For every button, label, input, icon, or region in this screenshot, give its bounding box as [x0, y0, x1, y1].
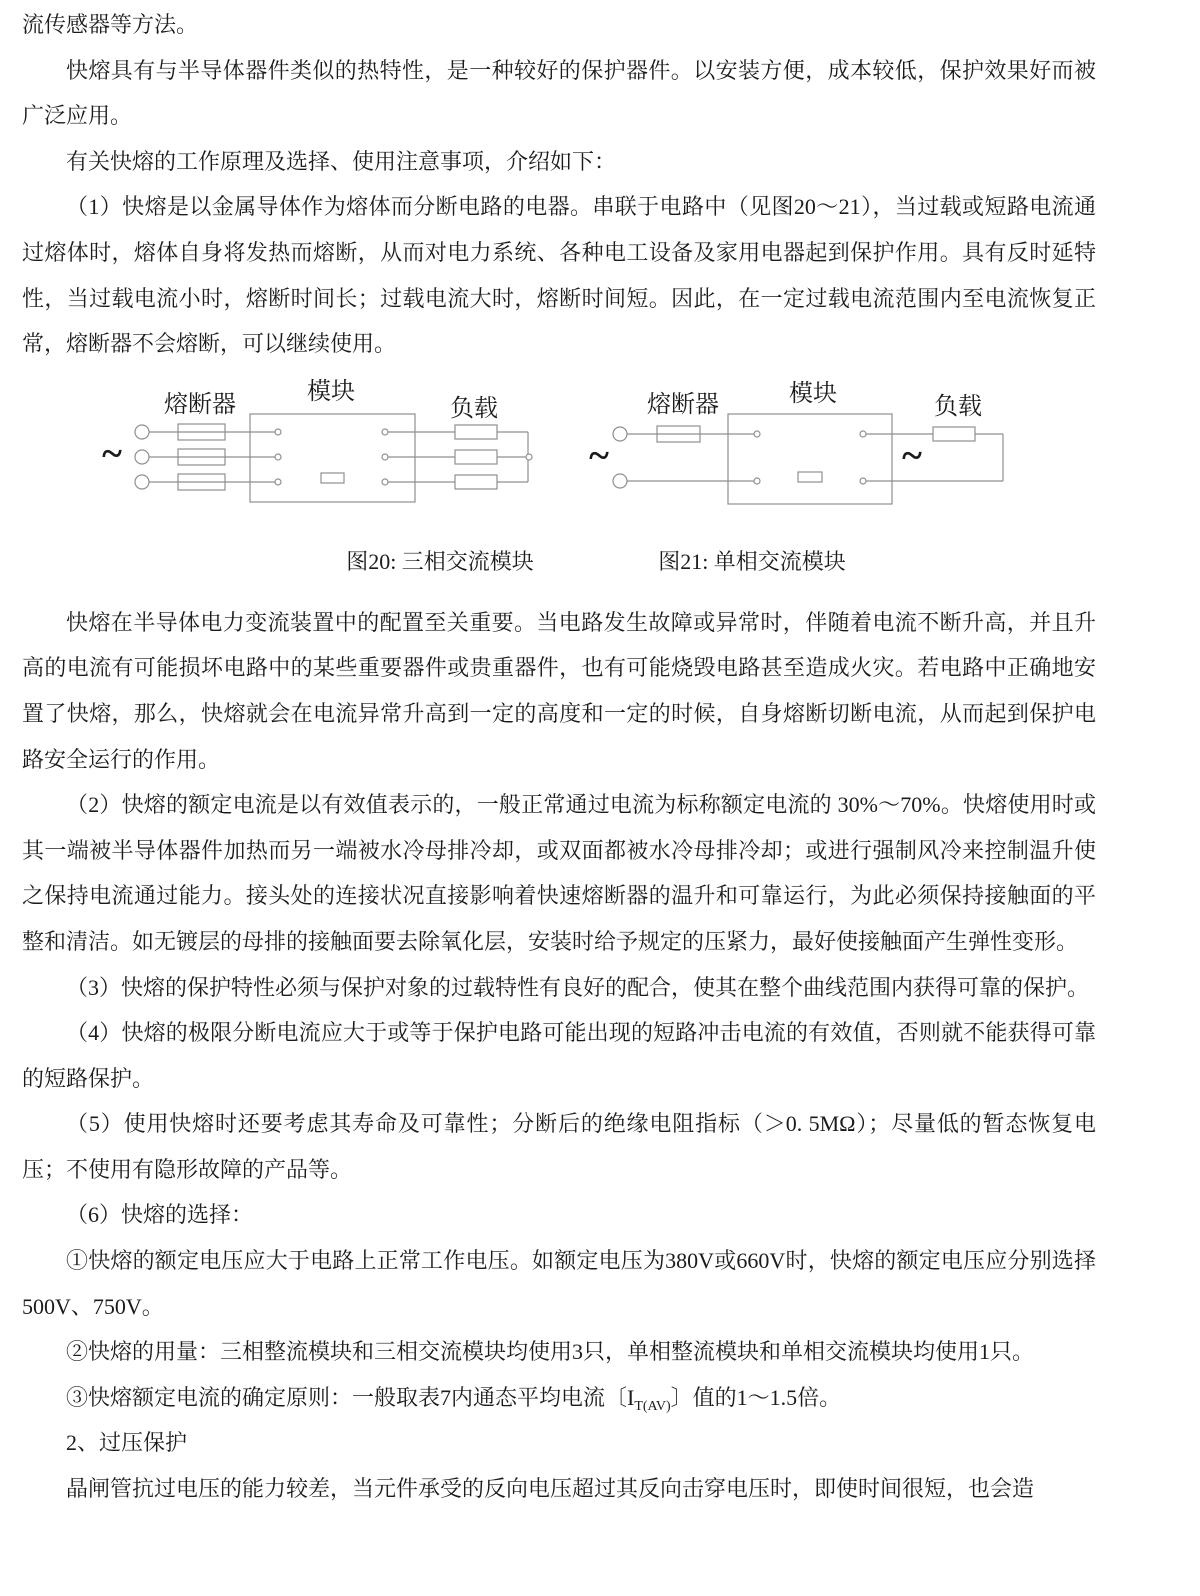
paragraph-item-6: （6）快熔的选择： — [66, 1202, 254, 1228]
paragraph-item-2: （2）快熔的额定电流是以有效值表示的，一般正常通过电流为标称额定电流的 30%～70%。快熔使用时或其一端被半导体器件加热而另一端被水冷母排冷却，或双面都被水冷母排冷却；或进行强制风冷来控制温升使之保持电流通过能力。接头处的连接状况直接影响着快速熔断器的温升和可靠运行，为此必须保持接触面的平整和清洁。如无镀层的母排的接触面要去除氧化层，安装时给予规定的压紧力，最好使接触面产生弹性变形。 — [22, 792, 1096, 954]
module-terminal-icon — [275, 479, 281, 485]
paragraph-item-1: （1）快熔是以金属导体作为熔体而分断电路的电器。串联于电路中（见图20～21），当过载或短路电流通过熔体时，熔体自身将发热而熔断，从而对电力系统、各种电工设备及家用电器起到保护作用。具有反时延特性，当过载电流小时，熔断时间长；过载电流大时，熔断时间短。因此，在一定过载电流范围内至电流恢复正常，熔断器不会熔断，可以继续使用。 — [22, 194, 1096, 357]
module-terminal-icon — [754, 478, 760, 484]
load-resistor-symbol — [455, 450, 497, 464]
source-terminal-icon — [613, 474, 627, 488]
source-terminal-icon — [135, 450, 149, 464]
heading-overvoltage-protection: 2、过压保护 — [66, 1430, 188, 1456]
paragraph-selection-1: ①快熔的额定电压应大于电路上正常工作电压。如额定电压为380V或660V时，快熔的额定电压应分别选择500V、750V。 — [22, 1248, 1096, 1319]
load-label: 负载 — [450, 395, 498, 422]
source-terminal-icon — [135, 475, 149, 489]
load-resistor-symbol — [933, 427, 975, 441]
neutral-terminal-icon — [526, 454, 532, 460]
ac-source-icon: ~ — [589, 434, 609, 477]
paragraph-continuation: 流传感器等方法。 — [22, 12, 199, 37]
paragraph-item-3: （3）快熔的保护特性必须与保护对象的过载特性有良好的配合，使其在整个曲线范围内获得可靠的保护。 — [66, 974, 1090, 1000]
module-terminal-icon — [382, 429, 388, 435]
figure20-caption: 图20: 三相交流模块 — [346, 548, 534, 574]
figures-row — [22, 367, 1096, 600]
module-box — [728, 414, 892, 504]
module-indicator-rect — [798, 472, 822, 482]
paragraph-fast-fuse-intro: 快熔具有与半导体器件类似的热特性，是一种较好的保护器件。以安装方便，成本较低，保护效果好而被广泛应用。 — [22, 57, 1096, 129]
module-terminal-icon — [382, 479, 388, 485]
module-label: 模块 — [307, 378, 355, 405]
ac-source-icon: ~ — [102, 432, 122, 475]
single-phase-circuit — [613, 414, 1003, 504]
load-label: 负载 — [934, 393, 982, 420]
module-terminal-icon — [754, 431, 760, 437]
module-terminal-icon — [275, 454, 281, 460]
selection-3-post: 〕值的1～1.5倍。 — [670, 1384, 842, 1410]
module-label: 模块 — [789, 380, 837, 407]
figure21-caption: 图21: 单相交流模块 — [658, 548, 846, 574]
paragraph-selection-2: ②快熔的用量：三相整流模块和三相交流模块均使用3只，单相整流模块和单相交流模块均使用1只。 — [66, 1339, 1035, 1365]
paragraph-intro-list: 有关快熔的工作原理及选择、使用注意事项，介绍如下： — [66, 148, 617, 174]
module-terminal-icon — [382, 454, 388, 460]
module-terminal-icon — [860, 478, 866, 484]
fuse-label: 熔断器 — [164, 391, 236, 418]
module-terminal-icon — [860, 431, 866, 437]
module-indicator-rect — [321, 473, 344, 483]
selection-3-pre: ③快熔额定电流的确定原则：一般取表7内通态平均电流〔I — [66, 1384, 635, 1410]
paragraph-selection-3 — [22, 1375, 1096, 1421]
figure-single-phase-ac-module — [560, 367, 1040, 517]
source-terminal-icon — [613, 427, 627, 441]
ac-output-icon: ~ — [902, 434, 922, 477]
fuse-label: 熔断器 — [647, 391, 719, 418]
paragraph-item-5: （5）使用快熔时还要考虑其寿命及可靠性；分断后的绝缘电阻指标（＞0. 5MΩ）；尽量低的暂态恢复电压；不使用有隐形故障的产品等。 — [22, 1111, 1096, 1182]
paragraph-thyristor: 晶闸管抗过电压的能力较差，当元件承受的反向电压超过其反向击穿电压时，即使时间很短，也会造 — [66, 1476, 1035, 1502]
three-phase-circuit — [135, 414, 532, 502]
paragraph-importance: 快熔在半导体电力变流装置中的配置至关重要。当电路发生故障或异常时，伴随着电流不断升高，并且升高的电流有可能损坏电路中的某些重要器件或贵重器件，也有可能烧毁电路甚至造成火灾。若电路中正确地安置了快熔，那么，快熔就会在电流异常升高到一定的高度和一定的时候，自身熔断切断电流，从而起到保护电路安全运行的作用。 — [22, 609, 1096, 772]
subscript-t-av: T(AV) — [634, 1398, 671, 1414]
module-terminal-icon — [275, 429, 281, 435]
load-resistor-symbol — [455, 425, 497, 439]
paragraph-item-4: （4）快熔的极限分断电流应大于或等于保护电路可能出现的短路冲击电流的有效值，否则就不能获得可靠的短路保护。 — [22, 1020, 1096, 1091]
load-resistor-symbol — [455, 475, 497, 489]
source-terminal-icon — [135, 425, 149, 439]
figure-three-phase-ac-module — [90, 367, 550, 517]
